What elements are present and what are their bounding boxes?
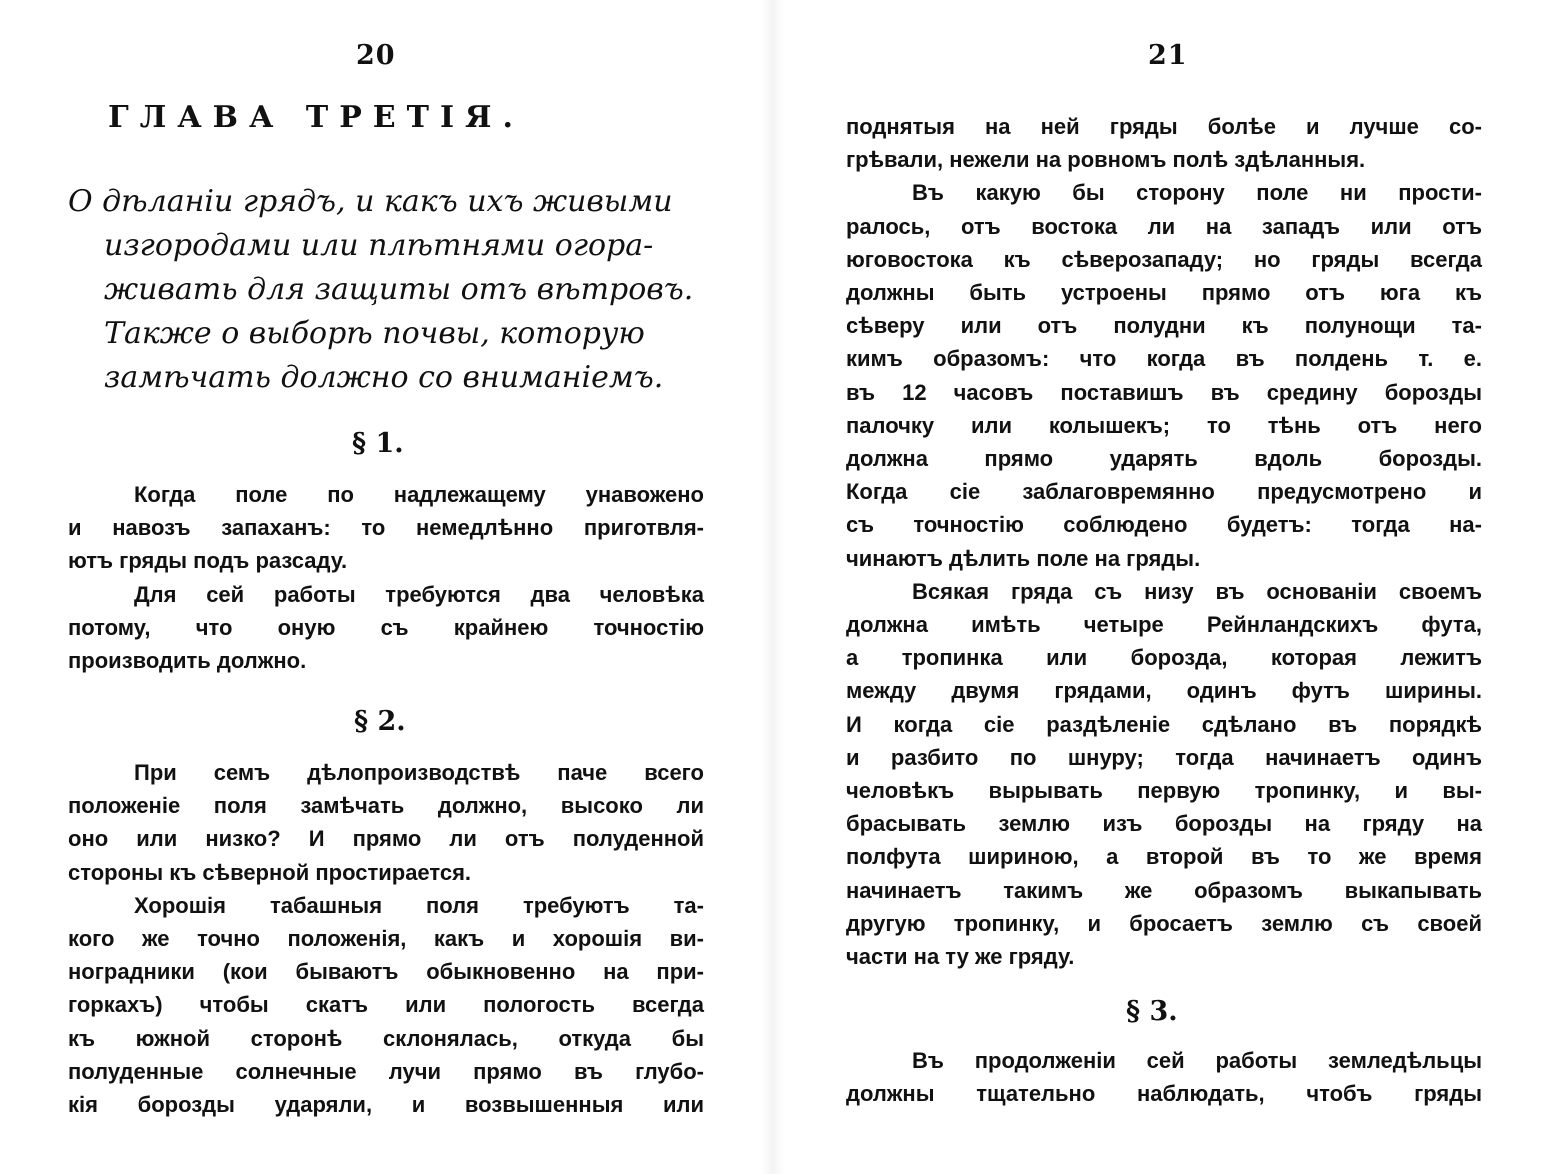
text-line: должны быть устроены прямо отъ юга къ [846, 280, 1482, 306]
text-line: производить должно. [68, 648, 307, 674]
text-line: горкахъ) чтобы скатъ или пологость всегда [68, 992, 704, 1018]
text-line: И когда сіе раздѣленіе сдѣлано въ порядкѣ [846, 711, 1482, 737]
paragraph [68, 756, 704, 1121]
text-line: части на ту же гряду. [846, 944, 1075, 970]
paragraph [68, 478, 704, 677]
chapter-subtitle [68, 180, 708, 400]
page-number: 20 [356, 40, 396, 71]
subtitle-line: замѣчать должно со вниманіемъ. [104, 360, 664, 395]
text-line: въ 12 часовъ поставишъ въ средину борозды [846, 379, 1482, 405]
text-line: брасывать землю изъ борозды на гряду на [846, 811, 1482, 837]
paragraph [846, 1044, 1482, 1110]
text-line: кого же точно положенія, какъ и хорошія ви- [68, 926, 704, 952]
text-line: полфута шириною, а второй въ то же время [846, 844, 1482, 870]
text-line: Хорошія табашныя поля требуютъ та- [134, 892, 704, 918]
book-gutter [762, 0, 784, 1174]
subtitle-line: живать для защиты отъ вѣтровъ. [104, 272, 694, 307]
text-line: другую тропинку, и бросаетъ землю съ своей [846, 910, 1482, 936]
section-heading: § 3. [1126, 996, 1178, 1027]
text-line: полуденные солнечные лучи прямо въ глубо- [68, 1058, 704, 1084]
text-line: ралось, отъ востока ли на западъ или отъ [846, 213, 1482, 239]
text-line: Для сей работы требуются два человѣка [134, 581, 704, 607]
section-heading: § 2. [354, 706, 406, 737]
text-line: и навозъ запаханъ: то немедлѣнно приготвля- [68, 515, 704, 541]
text-line: Въ какую бы сторону поле ни прости- [912, 180, 1482, 206]
text-line: должны тщательно наблюдать, чтобъ гряды [846, 1081, 1482, 1107]
text-line: потому, что оную съ крайнею точностію [68, 614, 704, 640]
text-line: чинаютъ дѣлить поле на гряды. [846, 545, 1201, 571]
section-heading: § 1. [352, 428, 404, 459]
text-line: ютъ гряды подъ разсаду. [68, 548, 348, 574]
text-line: кія борозды ударяли, и возвышенныя или [68, 1092, 704, 1118]
text-line: оно или низко? И прямо ли отъ полуденной [68, 826, 704, 852]
text-line: положеніе поля замѣчать должно, высоко ли [68, 793, 704, 819]
text-line: сѣверу или отъ полудни къ полунощи та- [846, 313, 1482, 339]
page-number: 21 [1148, 40, 1188, 71]
paragraph [846, 110, 1482, 973]
text-line: къ южной сторонѣ склонялась, откуда бы [68, 1025, 704, 1051]
text-line: человѣкъ вырывать первую тропинку, и вы- [846, 778, 1482, 804]
right-page [790, 0, 1530, 1174]
subtitle-line: Также о выборѣ почвы, которую [104, 316, 645, 351]
text-line: поднятыя на ней гряды болѣе и лучше со- [846, 114, 1482, 139]
text-line: кимъ образомъ: что когда въ полдень т. е. [846, 346, 1482, 372]
text-line: Когда сіе заблаговремянно предусмотрено и [846, 479, 1482, 505]
text-line: При семъ дѣлопроизводствѣ паче всего [134, 760, 704, 785]
text-line: между двумя грядами, одинъ футъ ширины. [846, 678, 1482, 704]
text-line: Когда поле по надлежащему унавожено [134, 482, 704, 507]
text-line: съ точностію соблюдено будетъ: тогда на- [846, 512, 1482, 538]
text-line: стороны къ сѣверной простирается. [68, 859, 472, 885]
text-line: грѣвали, нежели на ровномъ полѣ здѣланныя. [846, 147, 1366, 173]
chapter-title: ГЛАВА ТРЕТІЯ. [108, 100, 524, 135]
text-line: начинаетъ такимъ же образомъ выкапывать [846, 877, 1482, 903]
text-line: а тропинка или борозда, которая лежитъ [846, 645, 1482, 671]
text-line: и разбито по шнуру; тогда начинаетъ одинъ [846, 744, 1482, 770]
text-line: Въ продолженіи сей работы земледѣльцы [912, 1048, 1482, 1073]
text-line: должна имѣть четыре Рейнландскихъ фута, [846, 612, 1482, 638]
subtitle-line: О дѣланіи грядъ, и какъ ихъ живыми [68, 184, 673, 219]
text-line: юговостока къ сѣверозападу; но гряды всегда [846, 246, 1482, 272]
text-line: должна прямо ударять вдоль борозды. [846, 446, 1482, 472]
left-page [0, 0, 760, 1174]
subtitle-line: изгородами или плѣтнями огора- [104, 228, 654, 263]
text-line: Всякая гряда съ низу въ основаніи своемъ [912, 578, 1482, 604]
text-line: ноградники (кои бываютъ обыкновенно на при- [68, 959, 704, 985]
text-line: палочку или колышекъ; то тѣнь отъ него [846, 412, 1482, 438]
